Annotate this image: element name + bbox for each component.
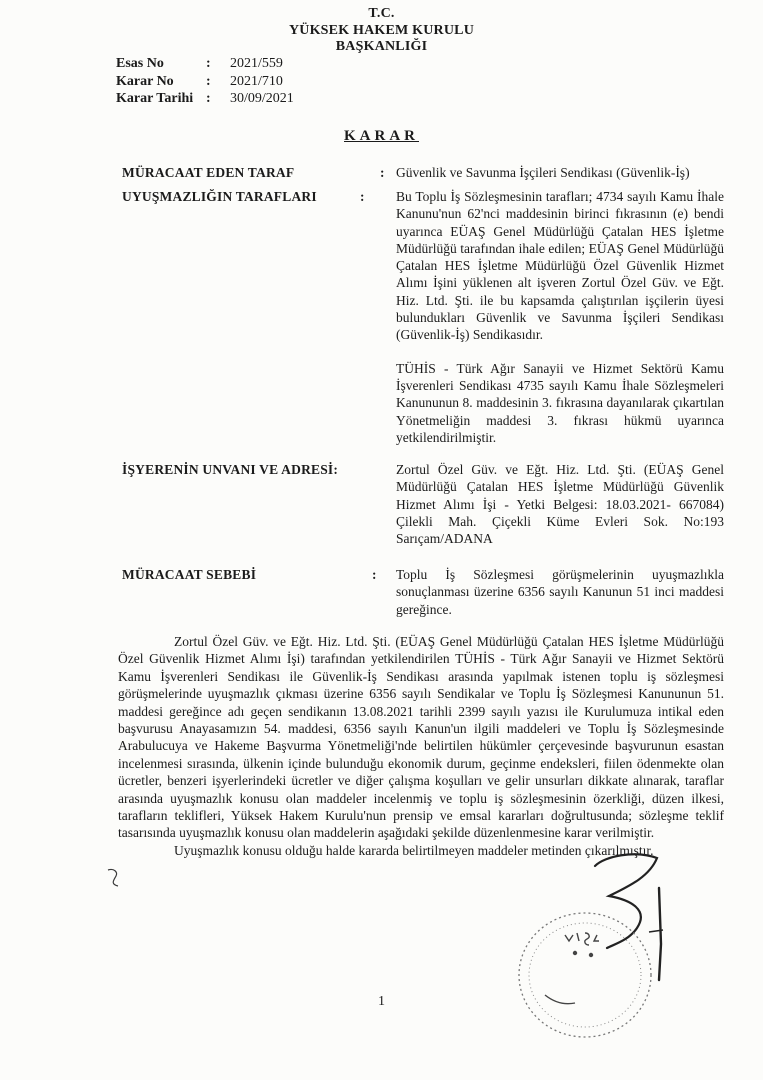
section-label: UYUŞMAZLIĞIN TARAFLARI — [122, 189, 317, 204]
meta-value: 30/09/2021 — [230, 91, 294, 106]
document-title: KARAR — [344, 128, 419, 144]
decision-paragraph-2: Uyuşmazlık konusu olduğu halde kararda belirtilmeyen maddeler metinden çıkarılmıştır. — [174, 842, 654, 858]
header-institution: YÜKSEK HAKEM KURULU — [288, 22, 475, 38]
meta-value: 2021/710 — [230, 73, 283, 89]
section-applicant — [122, 164, 722, 184]
meta-value: 2021/559 — [230, 56, 283, 71]
section-text — [396, 566, 724, 618]
decision-paragraph-1: Zortul Özel Güv. ve Eğt. Hiz. Ltd. Şti. (EÜAŞ Genel Müdürlüğü Çatalan HES İşletme Müdürlüğü Özel Güvenlik Hizmet Alımı İşi) tarafından yetkilendirilen TÜHİS - Türk Ağır Sanayii ve Hizmet Sektörü Kamu İşverenleri Sendikası ile Güvenlik-İş Sendikası arasında yapılmak istenen toplu iş sözleşmesi görüşmelerinde uyuşmazlık çıkması üzerine 6356 sayılı Sendikalar ve Toplu İş Sözleşmesi Kanununun 51. maddesi gereğince adı geçen sendikanın 13.08.2021 tarihli 2399 sayılı yazısı ile Kurulumuza intikal eden başvurusu Anayasamızın 54. maddesi, 6356 sayılı Kanun'un ilgili maddeleri ve Toplu İş Sözleşmesinde Arabulucuya ve Hakeme Başvurma Yönetmeliği'nde belirtilen hükümler çerçevesinde başvurunun esastan incelenmesi sırasında, ülkenin içinde bulunduğu ekonomik durum, geçinme endeksleri, fiilen ödenmekte olan ücretler, benzeri işyerlerindeki ücretler ve diğer çalışma koşulları ve gelir unsurları dikkate alınarak, taraflar arasında uyuşmazlık konusu olan maddeler incelenmiş ve toplu iş sözleşmesinin özerkliği, düzen ilkesi, tarafların teklifleri, Yüksek Hakem Kurulu'nun prensip ve emsal kararları doğrultusunda; sözleşme teklif tasarısında uyuşmazlık konusu olan maddelerin aşağıdaki şekilde düzenlenmesine karar verilmiştir. — [118, 634, 724, 841]
section-parties — [122, 188, 722, 448]
meta-label: Karar Tarihi — [116, 91, 194, 106]
employer-text: Zortul Özel Güv. ve Eğt. Hiz. Ltd. Şti. (EÜAŞ Genel Müdürlüğü Çatalan HES İşletme Müdürlüğü Güvenlik Hizmet Alımı İşi - Yetki Belgesi: 18.03.2021- 667084) Çilekli Mah. Çiçekli Küme Evleri Sok. No:193 Sarıçam/ADANA — [396, 462, 724, 547]
meta-row-tarih — [116, 90, 294, 108]
meta-colon: : — [206, 91, 211, 106]
reason-text: Toplu İş Sözleşmesi görüşmelerinin uyuşmazlıkla sonuçlanması üzerine 6356 sayılı Kanunun 51 inci maddesi gereğince. — [396, 567, 724, 617]
section-label: MÜRACAAT EDEN TARAF — [122, 165, 295, 180]
header-tc: T.C. — [368, 6, 395, 21]
meta-label: Karar No — [116, 73, 174, 89]
section-text — [396, 164, 724, 181]
section-colon: : — [372, 567, 377, 582]
meta-colon: : — [206, 56, 211, 71]
meta-label: Esas No — [116, 56, 164, 71]
applicant-text: Güvenlik ve Savunma İşçileri Sendikası (Güvenlik-İş) — [396, 165, 690, 180]
margin-mark — [104, 866, 134, 890]
meta-row-karar — [116, 73, 294, 91]
document-header — [0, 6, 763, 56]
section-colon: : — [380, 165, 385, 180]
section-colon: : — [360, 189, 365, 204]
parties-paragraph-1: Bu Toplu İş Sözleşmesinin tarafları; 4734 sayılı Kamu İhale Kanunu'nun 62'nci maddesinin birinci fıkrasının (e) bendi uyarınca EÜAŞ Genel Müdürlüğü Çatalan HES İşletme Müdürlüğü tarafından ihale edilen; EÜAŞ Genel Müdürlüğü Çatalan HES İşletme Müdürlüğü Özel Güvenlik Hizmet Alımı İşini yüklenen alt işveren Zortul Özel Güv. ve Eğt. Hiz. Ltd. Şti. ile bu kapsamda çalıştırılan işçilerin üyesi bulundukları Güvenlik ve Savunma İşçileri Sendikası (Güvenlik-İş) Sendikasıdır. — [396, 189, 724, 343]
section-text — [396, 188, 724, 446]
meta-colon: : — [206, 73, 211, 89]
section-label: MÜRACAAT SEBEBİ — [122, 567, 257, 582]
section-label: İŞYERENİN UNVANI VE ADRESİ: — [122, 462, 339, 477]
section-employer — [122, 461, 722, 551]
section-text — [396, 461, 724, 547]
page-number: 1 — [378, 994, 385, 1009]
case-meta — [116, 55, 294, 108]
header-presidency: BAŞKANLIĞI — [335, 39, 428, 54]
section-reason — [122, 566, 722, 626]
decision-body — [118, 633, 724, 859]
official-seal — [505, 905, 655, 1045]
meta-row-esas — [116, 55, 294, 73]
parties-paragraph-2: TÜHİS - Türk Ağır Sanayii ve Hizmet Sektörü Kamu İşverenleri Sendikası 4735 sayılı Kamu İhale Sözleşmeleri Kanununun 8. maddesinin 3. fıkrasına dayanılarak çıkartılan Yönetmeliğin maddesi 3. fıkrası hükmü uyarınca yetkilendirilmiştir. — [396, 360, 724, 445]
